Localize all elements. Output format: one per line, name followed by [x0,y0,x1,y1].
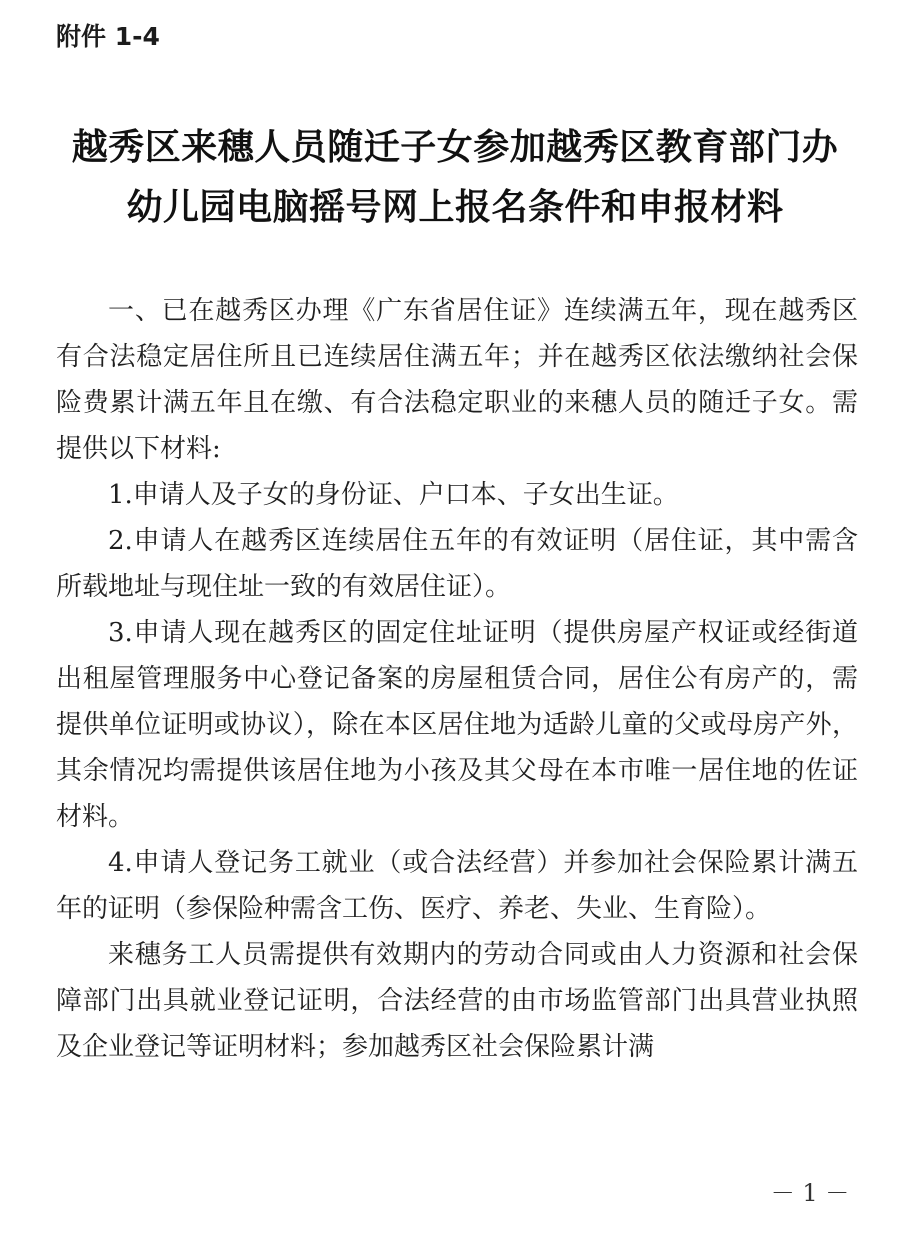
page-number: － 1 － [770,1179,850,1207]
document-title-line-2: 幼儿园电脑摇号网上报名条件和申报材料 [126,187,784,228]
body-paragraph-item-4: 4.申请人登记务工就业（或合法经营）并参加社会保险累计满五年的证明（参保险种需含工伤、医疗、养老、失业、生育险）。 [56,848,858,924]
body-paragraph-intro: 一、已在越秀区办理《广东省居住证》连续满五年，现在越秀区有合法稳定居住所且已连续居住满五年；并在越秀区依法缴纳社会保险费累计满五年且在缴、有合法稳定职业的来穗人员的随迁子女。需提供以下材料: [56,296,858,464]
body-paragraph-item-2: 2.申请人在越秀区连续居住五年的有效证明（居住证，其中需含所载地址与现住址一致的有效居住证）。 [56,526,858,602]
body-paragraph-item-3: 3.申请人现在越秀区的固定住址证明（提供房屋产权证或经街道出租屋管理服务中心登记备案的房屋租赁合同，居住公有房产的，需提供单位证明或协议），除在本区居住地为适龄儿童的父或母房产外，其余情况均需提供该居住地为小孩及其父母在本市唯一居住地的佐证材料。 [56,618,858,832]
body-paragraph-item-1: 1.申请人及子女的身份证、户口本、子女出生证。 [108,480,679,510]
document-title-line-1: 越秀区来穗人员随迁子女参加越秀区教育部门办 [71,127,839,168]
attachment-label: 附件 1-4 [56,22,160,51]
body-paragraph-note: 来穗务工人员需提供有效期内的劳动合同或由人力资源和社会保障部门出具就业登记证明，合法经营的由市场监管部门出具营业执照及企业登记等证明材料；参加越秀区社会保险累计满 [56,940,858,1062]
document-body [56,288,858,1070]
document-title [30,118,880,238]
